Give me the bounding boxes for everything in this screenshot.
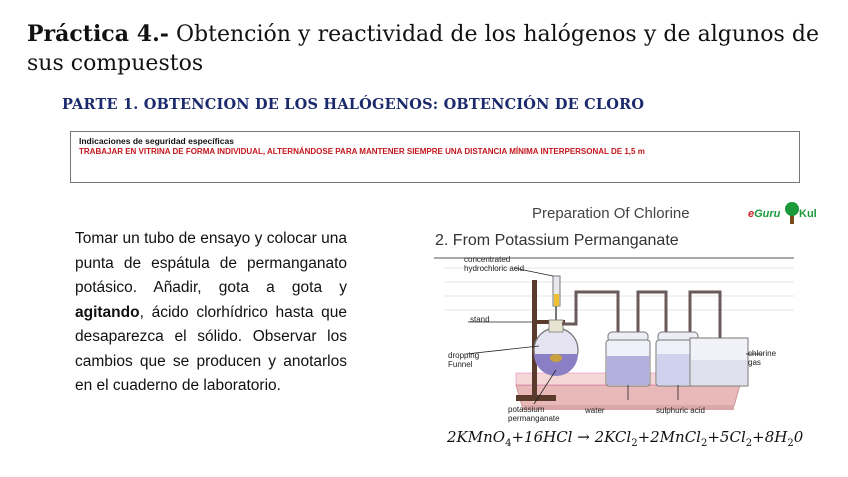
part-heading: PARTE 1. OBTENCION DE LOS HALÓGENOS: OBTENCIÓN DE CLORO: [62, 96, 645, 113]
apparatus-drawing: [404, 250, 824, 425]
gas-jar: [690, 338, 748, 386]
tree-icon: [784, 202, 800, 224]
safety-text: TRABAJAR EN VITRINA DE FORMA INDIVIDUAL, ALTERNÁNDOSE PARA MANTENER SIEMPRE UNA DISTANCIA MÍNIMA INTERPERSONAL DE 1,5 m: [79, 147, 645, 156]
label-stand: stand: [470, 315, 490, 324]
procedure-bold: agitando: [75, 303, 140, 321]
logo-text: eGuru: [748, 208, 781, 220]
apparatus-figure: [404, 196, 824, 456]
procedure-part1: Tomar un tubo de ensayo y colocar una punta de espátula de permanganato potásico. Añadir, gota a gota y: [75, 230, 347, 296]
safety-heading: Indicaciones de seguridad específicas: [79, 136, 234, 146]
practice-title: [27, 20, 819, 78]
water-bottle: [606, 332, 650, 386]
eguru-kul-logo: eGuru Kul: [748, 202, 818, 224]
round-flask: [534, 320, 578, 376]
label-dropping-funnel: dropping Funnel: [448, 351, 480, 369]
label-chlorine-gas: chlorine gas: [748, 349, 777, 367]
safety-box: [70, 131, 800, 183]
label-potassium-permanganate: potassium permanganate: [508, 405, 560, 423]
figure-title: Preparation Of Chlorine: [532, 205, 690, 222]
practice-number: Práctica 4.-: [27, 21, 169, 47]
figure-subtitle: 2. From Potassium Permanganate: [435, 232, 679, 249]
procedure-part2: , ácido clorhídrico hasta que desaparezca el sólido. Observar los cambios que se producen y anotarlos en el cuaderno de laboratorio.: [75, 303, 347, 394]
practice-title-text: Obtención y reactividad de los halógenos y de algunos de sus compuestos: [27, 22, 819, 76]
label-sulphuric-acid: sulphuric acid: [656, 406, 705, 415]
procedure-text: [75, 227, 347, 399]
reaction-equation: 2KMnO$_4$+16HCl → $2KCl_2+2MnCl_2+5Cl_2+8H_20$: [447, 428, 804, 449]
label-water: water: [585, 406, 605, 415]
label-hcl: concentrated hydrochloric acid: [464, 255, 525, 273]
